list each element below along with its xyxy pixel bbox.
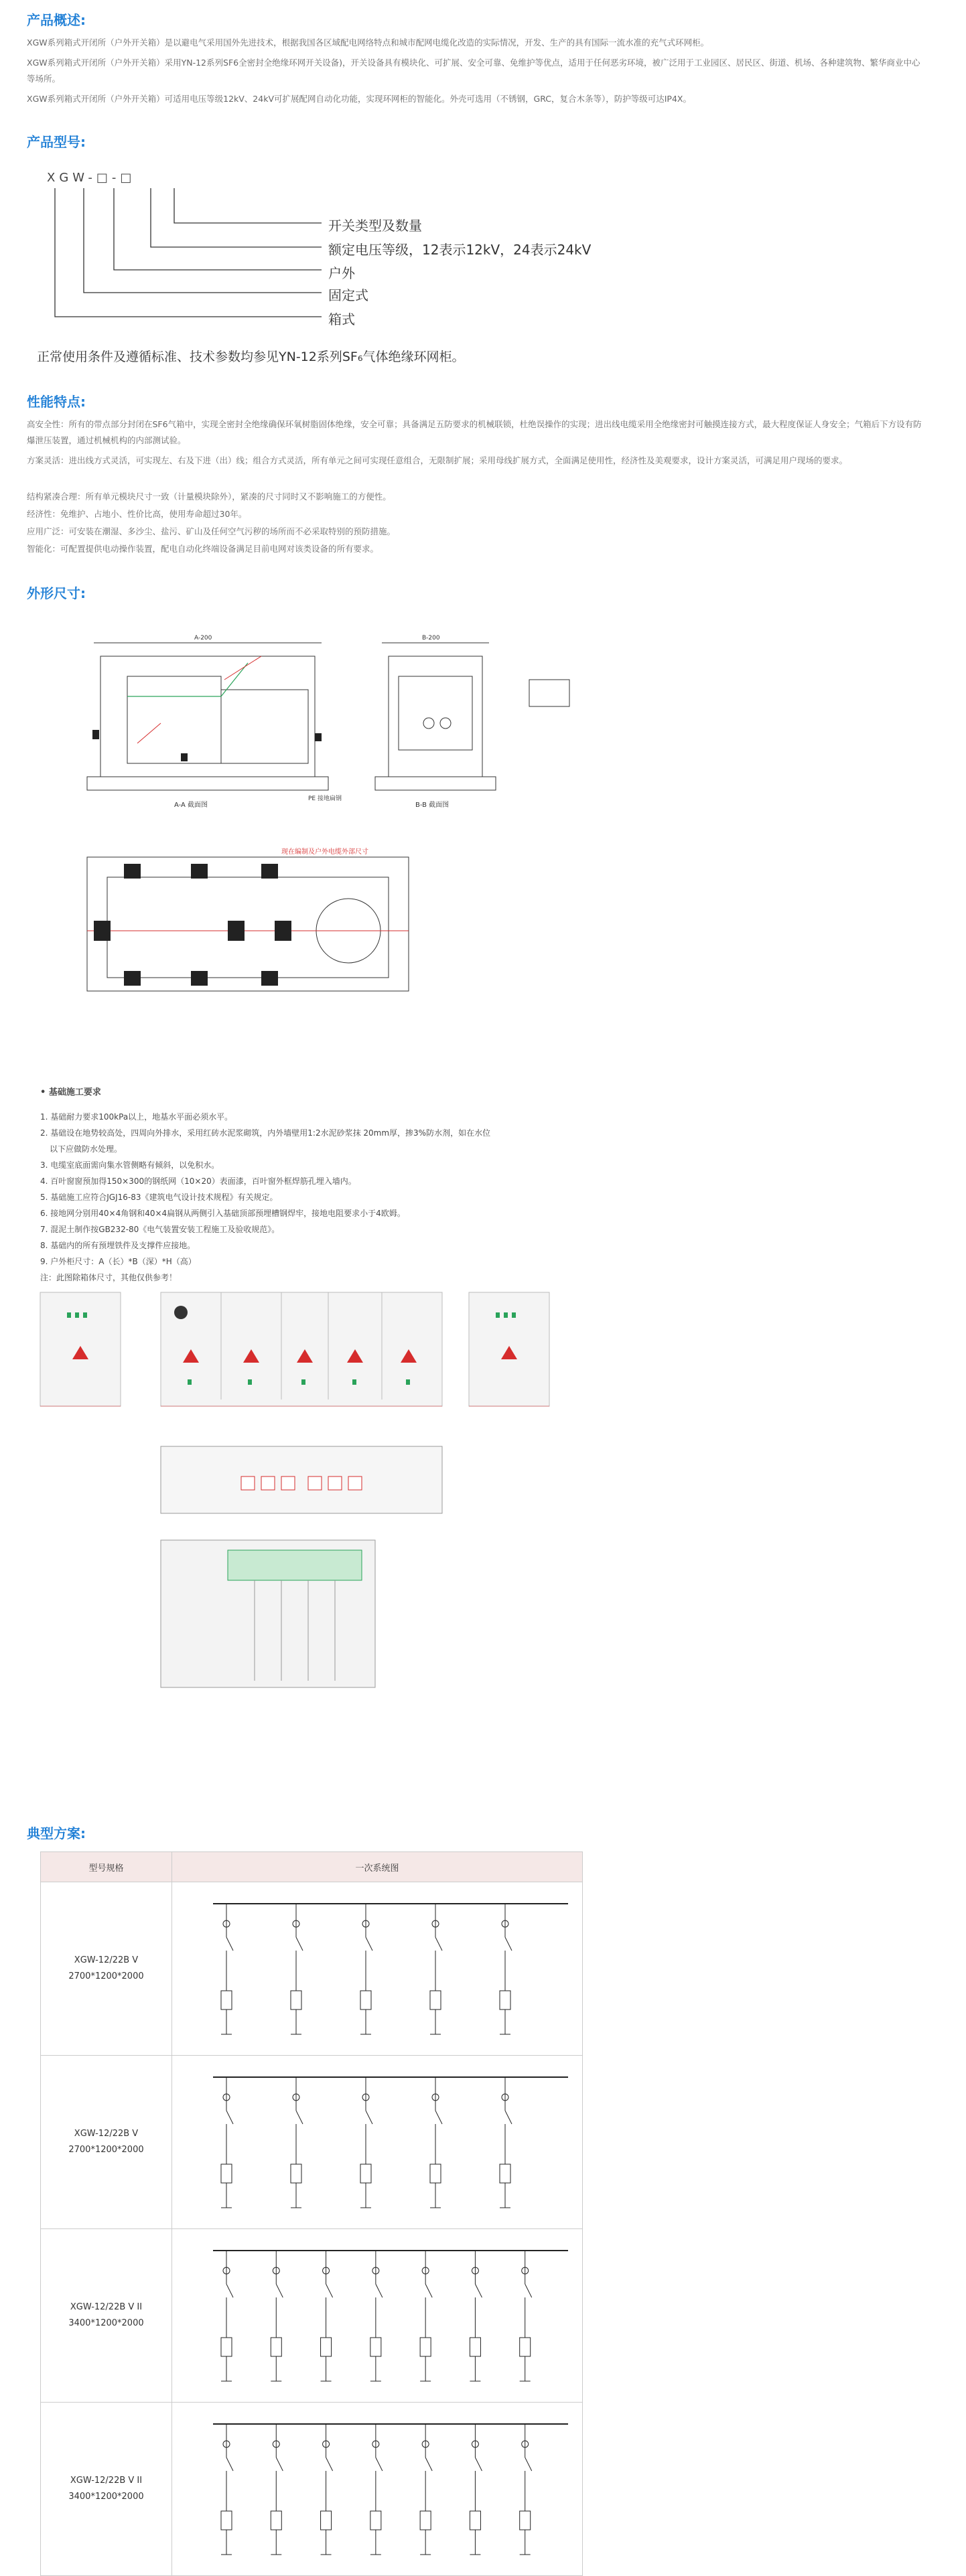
construction-item: 5. 基础施工应符合JGJ16-83《建筑电气设计技术规程》有关规定。 xyxy=(40,1193,278,1202)
model-note: 正常使用条件及遵循标准、技术参数均参见YN-12系列SF₆气体绝缘环网柜。 xyxy=(37,350,465,364)
model-title: 产品型号: xyxy=(27,134,86,150)
label-dim-b: B-200 xyxy=(422,635,440,641)
construction-title: • 基础施工要求 xyxy=(40,1087,101,1097)
construction-item: 2. 基础设在地势较高处，四周向外排水，采用红砖水泥浆砌筑，内外墙壁用1:2水泥砂浆抹 20mm厚，掺3%防水剂，如在水位 xyxy=(40,1128,491,1138)
feature-1: 高安全性：所有的带点部分封闭在SF6气箱中，实现全密封全绝缘确保环氧树脂固体绝缘，安全可靠；具备满足五防要求的机械联锁，杜绝误操作的实现；进出线电缆采用全绝缘密封可触摸连接方式，最大程度保证人身安全；气箱后下方设有防爆泄压装置，通过机械机构的内部测试验。 xyxy=(27,419,922,445)
label-pe: PE 接地扁钢 xyxy=(308,795,342,802)
row-size: 2700*1200*2000 xyxy=(68,2145,144,2155)
feature-4: 经济性：免维护、占地小、性价比高，使用寿命超过30年。 xyxy=(27,509,247,519)
model-code: XGW-□-□ xyxy=(47,171,136,185)
col-model: 型号规格 xyxy=(41,1852,172,1882)
model-label-2: 额定电压等级，12表示12kV，24表示24kV xyxy=(328,242,592,258)
construction-item: 4. 百叶窗窗预加得150×300的钢纸网（10×20）表面漆，百叶窗外框焊筋孔埋入墙内。 xyxy=(40,1177,356,1186)
schemes-title: 典型方案: xyxy=(27,1825,86,1841)
construction-list xyxy=(40,1085,643,1286)
row-size: 3400*1200*2000 xyxy=(68,2492,144,2502)
feature-3: 结构紧凑合理：所有单元模块尺寸一致（计量模块除外），紧凑的尺寸同时又不影响施工的方便性。 xyxy=(27,491,391,502)
feature-6: 智能化：可配置提供电动操作装置，配电自动化终端设备满足目前电网对该类设备的所有要求。 xyxy=(27,544,379,554)
row-model: XGW-12/22B V xyxy=(74,1955,139,1965)
label-dim-a: A-200 xyxy=(194,635,212,641)
construction-item: 6. 接地网分别用40×4角钢和40×4扁钢从两侧引入基础顶部预埋槽钢焊牢，接地电阻要求小于4欧姆。 xyxy=(40,1209,405,1218)
table-row xyxy=(41,2056,583,2229)
dimensions-title: 外形尺寸: xyxy=(27,585,86,601)
model-diagram xyxy=(47,171,650,345)
single-line-diagram xyxy=(172,2056,583,2229)
feature-5: 应用广泛：可安装在潮湿、多沙尘、盐污、矿山及任何空气污秽的场所而不必采取特别的预防措施。 xyxy=(27,526,396,536)
label-section-b: B-B 截面图 xyxy=(415,802,450,809)
table-row xyxy=(41,2403,583,2576)
construction-item: 注：此图除箱体尺寸，其他仅供参考！ xyxy=(40,1273,178,1282)
feature-2: 方案灵活：进出线方式灵活，可实现左、右及下进（出）线；组合方式灵活，所有单元之间可实现任意组合，无限制扩展；采用母线扩展方式，全面满足使用性，经济性及美观要求，设计方案灵活，可满足用户现场的要求。 xyxy=(27,455,848,465)
col-diagram: 一次系统图 xyxy=(172,1852,583,1882)
construction-item: 7. 混泥土制作按GB232-80《电气装置安装工程施工及验收规范》。 xyxy=(40,1225,280,1234)
single-line-diagram xyxy=(172,1882,583,2056)
construction-item: 3. 电缆室底面需向集水管侧略有倾斜，以免积水。 xyxy=(40,1160,220,1170)
label-section-a: A-A 截面图 xyxy=(174,802,208,809)
table-row xyxy=(41,2229,583,2403)
table-row xyxy=(41,1882,583,2056)
construction-item: 9. 户外柜尺寸：A（长）*B（深）*H（高） xyxy=(40,1257,196,1266)
model-label-3: 户外 xyxy=(328,265,355,281)
row-size: 2700*1200*2000 xyxy=(68,1971,144,1981)
overview-p3: XGW系列箱式开闭所（户外开关箱）可适用电压等级12kV、24kV可扩展配网自动化功能，实现环网柜的智能化。外壳可选用（不锈钢，GRC，复合木条等），防护等级可达IP4X。 xyxy=(27,94,691,104)
construction-item: 8. 基础内的所有预埋铁件及支撑件应接地。 xyxy=(40,1241,196,1250)
row-model: XGW-12/22B V II xyxy=(70,2476,143,2486)
model-label-4: 固定式 xyxy=(328,287,368,303)
row-model: XGW-12/22B V xyxy=(74,2129,139,2139)
overview-p2: XGW系列箱式开闭所（户外开关箱）采用YN-12系列SF6全密封全绝缘环网开关设备)，开关设备具有模块化、可扩展、安全可靠、免维护等优点，适用于任何恶劣环境，被广泛用于工业园区、居民区、街道、机场、各种建筑物、繁华商业中心等场所。 xyxy=(27,58,920,84)
scheme-table xyxy=(40,1851,583,2576)
plan-drawing xyxy=(60,830,529,1018)
construction-item: 1. 基础耐力要求100kPa以上，地基水平面必须水平。 xyxy=(40,1112,233,1122)
row-model: XGW-12/22B V II xyxy=(70,2302,143,2312)
features-title: 性能特点: xyxy=(27,394,86,410)
row-size: 3400*1200*2000 xyxy=(68,2318,144,2328)
section-drawing xyxy=(60,616,663,830)
overview-p1: XGW系列箱式开闭所（户外开关箱）是以避电气采用国外先进技术，根据我国各区域配电网络特点和城市配网电缆化改造的实际情况，开发、生产的具有国际一流水准的充气式环网柜。 xyxy=(27,37,709,48)
construction-item: 以下应做防水处理。 xyxy=(50,1144,123,1154)
single-line-diagram xyxy=(172,2229,583,2403)
model-label-1: 开关类型及数量 xyxy=(328,218,422,234)
overview-title: 产品概述: xyxy=(27,12,86,28)
single-line-diagram xyxy=(172,2403,583,2576)
label-red-note: 现在编制及户外电缆外部尺寸 xyxy=(281,848,368,856)
cabinet-drawings xyxy=(33,1286,583,1728)
model-label-5: 箱式 xyxy=(328,311,355,327)
